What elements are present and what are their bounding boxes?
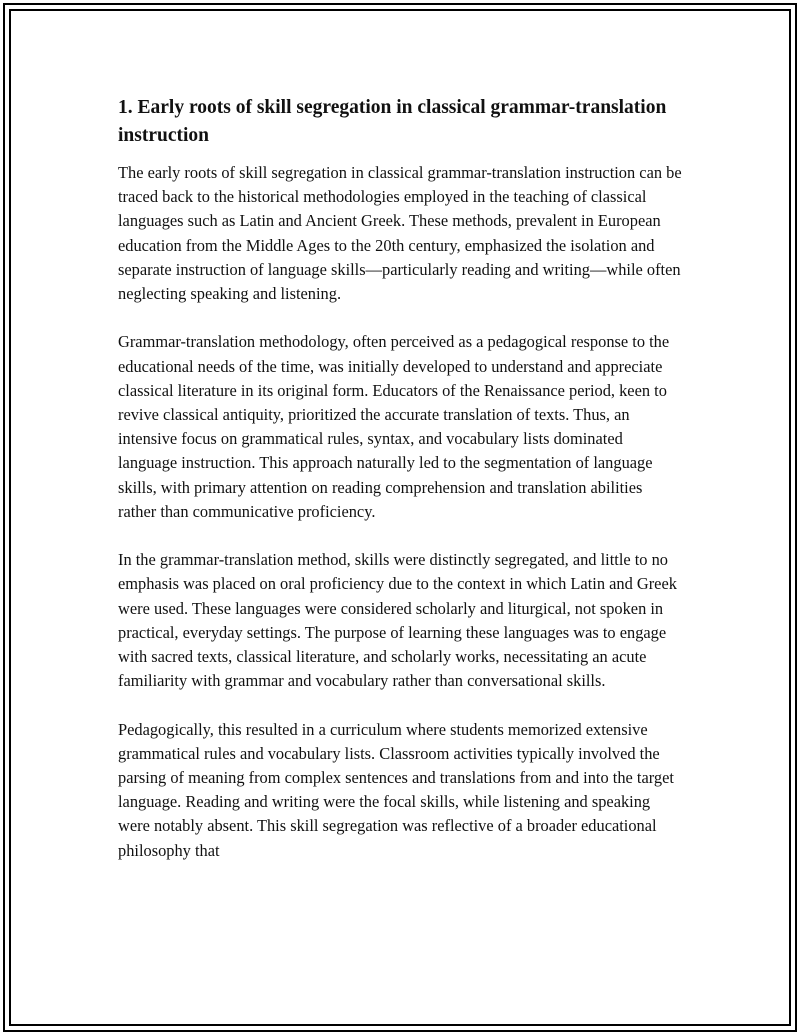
paragraph-2: Grammar-translation methodology, often perceived as a pedagogical response to the educational needs of the time, was initially developed to understand and appreciate classical literature in its original form. Educators of the Renaissance period, keen to revive classical antiquity, prioritized the accurate translation of texts. Thus, an intensive focus on grammatical rules, syntax, and vocabulary lists dominated language instruction. This approach naturally led to the segmentation of language skills, with primary attention on reading comprehension and translation abilities rather than communicative proficiency. [118,332,670,521]
paragraph-1: The early roots of skill segregation in classical grammar-translation instruction can be traced back to the historical methodologies employed in the teaching of classical languages such as Latin and Ancient Greek. These methods, prevalent in European education from the Middle Ages to the 20th century, emphasized the isolation and separate instruction of language skills—particularly reading and writing—while often neglecting speaking and listening. [118,163,682,304]
paragraph-4: Pedagogically, this resulted in a curriculum where students memorized extensive grammatical rules and vocabulary lists. Classroom activities typically involved the parsing of meaning from complex sentences and translations from and into the target language. Reading and writing were the focal skills, while listening and speaking were notably absent. This skill segregation was reflective of a broader educational philosophy that [118,719,674,860]
document-body [118,94,684,887]
section-heading: 1. Early roots of skill segregation in classical grammar-translation instruction [118,97,667,146]
paragraph-3: In the grammar-translation method, skills were distinctly segregated, and little to no emphasis was placed on oral proficiency due to the context in which Latin and Greek were used. These languages were considered scholarly and liturgical, not spoken in practical, everyday settings. The purpose of learning these languages was to engage with sacred texts, classical literature, and scholarly works, necessitating an acute familiarity with grammar and vocabulary rather than conversational skills. [118,550,677,691]
